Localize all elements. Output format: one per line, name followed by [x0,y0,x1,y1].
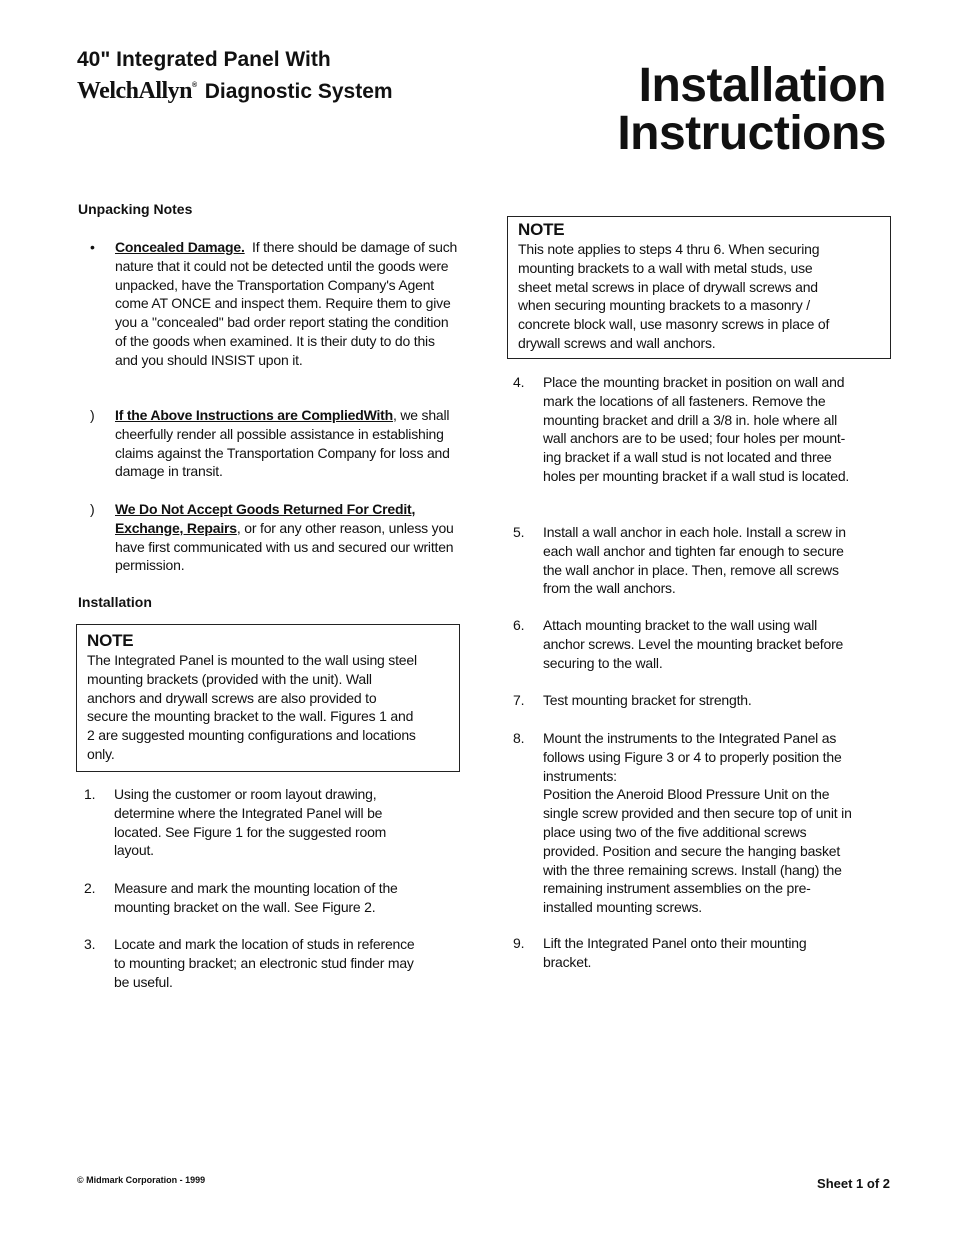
copyright-notice: © Midmark Corporation - 1999 [77,1175,206,1185]
step-text: Test mounting bracket for strength. [543,692,752,708]
document-title [617,59,886,160]
product-title-line2 [77,78,393,105]
step-text: Locate and mark the location of studs in reference to mounting bracket; an electronic stud finder may be useful. [114,936,415,990]
step-2 [84,879,424,917]
installation-note-box [76,624,460,772]
step-number: 5. [513,524,525,540]
item-text: , or for any other reason, unless you have first communicated with us and secured our written permission. [115,519,454,574]
item-text: If there should be damage of such nature that it could not be detected until the goods were unpacked, have the Transportation Company's Agent come AT ONCE and inspect them. Require them to give you a "concealed" bad order report stating the condition of the goods when examined. It is their duty to do this and you should INSIST upon it. [115,239,458,368]
brand-name: WelchAllyn [77,78,193,104]
sheet-number: Sheet 1 of 2 [817,1176,890,1191]
step-3 [84,935,429,991]
item-lead: Concealed Damage. [115,239,245,255]
step-number: 4. [513,374,525,390]
step-6 [513,616,858,672]
metal-studs-note-box [507,216,891,359]
step-8 [513,729,858,917]
note-text: The Integrated Panel is mounted to the wall using steel mounting brackets (provided with the unit). Wall anchors and drywall screws are also provided to secure the mounting bracket to the wall. Figures 1 and 2 are suggested mounting configurations and locations only. [87,652,417,762]
unpacking-item-claims [90,406,460,481]
step-number: 3. [84,936,96,952]
title-line1: Installation [638,59,886,112]
step-4 [513,373,853,486]
bullet-marker: ) [90,501,95,517]
step-text: Lift the Integrated Panel onto their mounting bracket. [543,935,807,970]
step-text: Attach mounting bracket to the wall using wall anchor screws. Level the mounting bracket before securing to the wall. [543,617,844,671]
item-lead: We Do Not Accept Goods Returned For Credit, Exchange, Repairs [115,501,416,536]
note-title: NOTE [87,631,134,650]
item-lead: If the Above Instructions are CompliedWith [115,407,393,423]
bullet-marker: • [90,239,95,255]
step-1 [84,785,424,860]
unpacking-item-returns [90,500,460,575]
step-number: 1. [84,786,96,802]
step-number: 7. [513,692,525,708]
item-text: , we shall cheerfully render all possible assistance in establishing claims against the Transportation Company for loss and damage in transit. [115,407,450,480]
welch-allyn-logo [77,78,197,104]
registered-mark: ® [192,82,197,89]
title-line2: Instructions [617,107,886,160]
installation-heading: Installation [78,594,152,610]
step-9 [513,934,843,972]
note-text: This note applies to steps 4 thru 6. When securing mounting brackets to a wall with metal studs, use sheet metal screws in place of drywall screws and when securing mounting brackets to a masonry / concrete block wall, use masonry screws in place of drywall screws and wall anchors. [518,241,830,351]
product-title-line1: 40" Integrated Panel With [77,48,331,71]
step-text: Place the mounting bracket in position on wall and mark the locations of all fasteners. Remove the mounting bracket and drill a 3/8 in. hole where all wall anchors are to be used; four holes per mount- ing bracket if a wall stud is not located and three holes per mounting bracket if a wall stud is located. [543,374,850,484]
unpacking-heading: Unpacking Notes [78,201,193,217]
product-subtitle: Diagnostic System [204,80,393,103]
step-text: Measure and mark the mounting location of the mounting bracket on the wall. See Figure 2. [114,880,398,915]
step-number: 6. [513,617,525,633]
step-text: Using the customer or room layout drawing, determine where the Integrated Panel will be located. See Figure 1 for the suggested room layout. [114,786,387,859]
step-text: Install a wall anchor in each hole. Install a screw in each wall anchor and tighten far enough to secure the wall anchor in place. Then, remove all screws from the wall anchors. [543,524,846,597]
step-text-continued: Position the Aneroid Blood Pressure Unit on the single screw provided and then secure top of unit in place using two of the five additional screws provided. Position and secure the hanging basket with the three remaining screws. Install (hang) the remaining instrument assemblies on the pre- installed mounting screws. [543,786,852,916]
step-number: 8. [513,730,525,746]
step-5 [513,523,853,598]
step-7 [513,691,853,710]
step-number: 2. [84,880,96,896]
step-text: Mount the instruments to the Integrated Panel as follows using Figure 3 or 4 to properly position the instruments: [543,730,842,784]
unpacking-item-concealed-damage [90,238,460,370]
note-title: NOTE [518,220,565,239]
bullet-marker: ) [90,407,95,423]
step-number: 9. [513,935,525,951]
